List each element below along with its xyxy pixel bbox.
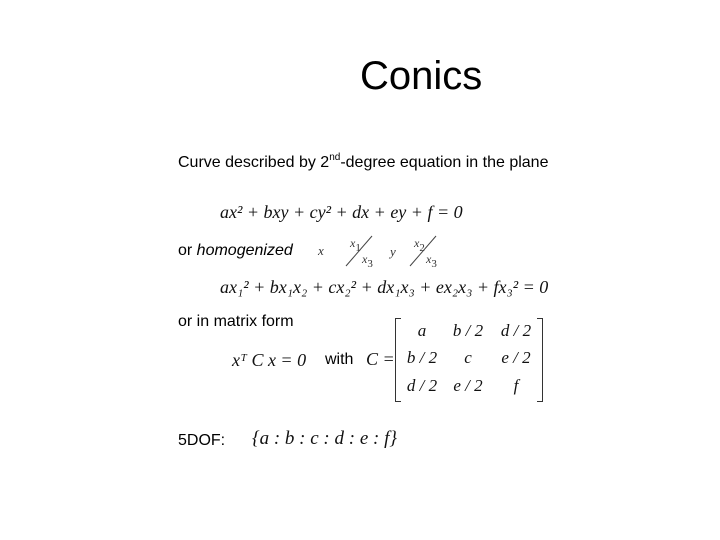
substitution-x3a-var: x [362, 252, 368, 266]
substitution-x3b: $x_3$ [426, 252, 437, 270]
homogenized-substitution [316, 232, 446, 272]
substitution-x3a: $x_3$ [362, 252, 373, 270]
curve-description-text: Curve described by 2 [178, 154, 330, 171]
curve-description-sup: nd [329, 152, 341, 163]
dof-expression: {a : b : c : d : e : f} [252, 428, 397, 449]
matrix-cell-r2c2: c [464, 348, 472, 367]
matrix-form-label: or in matrix form [178, 313, 294, 330]
with-label: with [325, 351, 354, 368]
homogeneous-equation: ax₁² + bx₁x₂ + cx₂² + dx₁x₃ + ex₂x₃ + fx₃² = 0 [220, 277, 549, 297]
substitution-x3b-var: x [426, 252, 432, 266]
dof-label: 5DOF: [178, 432, 226, 449]
matrix-cell-r1c3: d / 2 [500, 321, 532, 340]
homogenized-label [178, 241, 293, 261]
matrix-cell-r3c1: d / 2 [406, 376, 438, 395]
matrix-cell-r3c2: e / 2 [453, 376, 483, 395]
substitution-y: y [390, 244, 396, 259]
matrix-cell-r1c2: b / 2 [452, 321, 484, 340]
matrix-cell-r2c3: e / 2 [501, 348, 531, 367]
homogenized-word: homogenized [196, 242, 293, 259]
conic-matrix [395, 318, 543, 402]
fraction-slashes [316, 232, 446, 272]
curve-description-tail: -degree equation in the plane [340, 154, 549, 171]
conic-equation: ax² + bxy + cy² + dx + ey + f = 0 [220, 202, 463, 222]
substitution-x1: $x_1$ [350, 236, 361, 254]
substitution-x1-var: x [350, 236, 356, 250]
matrix-cell-r1c1: a [417, 321, 427, 340]
curve-description [178, 153, 548, 173]
matrix-cell-r3c3: f [513, 376, 519, 395]
matrix-cell-r2c1: b / 2 [406, 348, 438, 367]
c-equals: C = [366, 349, 395, 369]
substitution-x2: $x_2$ [414, 236, 425, 254]
substitution-x2-var: x [414, 236, 420, 250]
matrix-equation: xᵀ C x = 0 [232, 350, 307, 370]
substitution-x: x [318, 243, 324, 258]
page-title: Conics [360, 54, 483, 98]
homogenized-prefix: or [178, 242, 197, 259]
